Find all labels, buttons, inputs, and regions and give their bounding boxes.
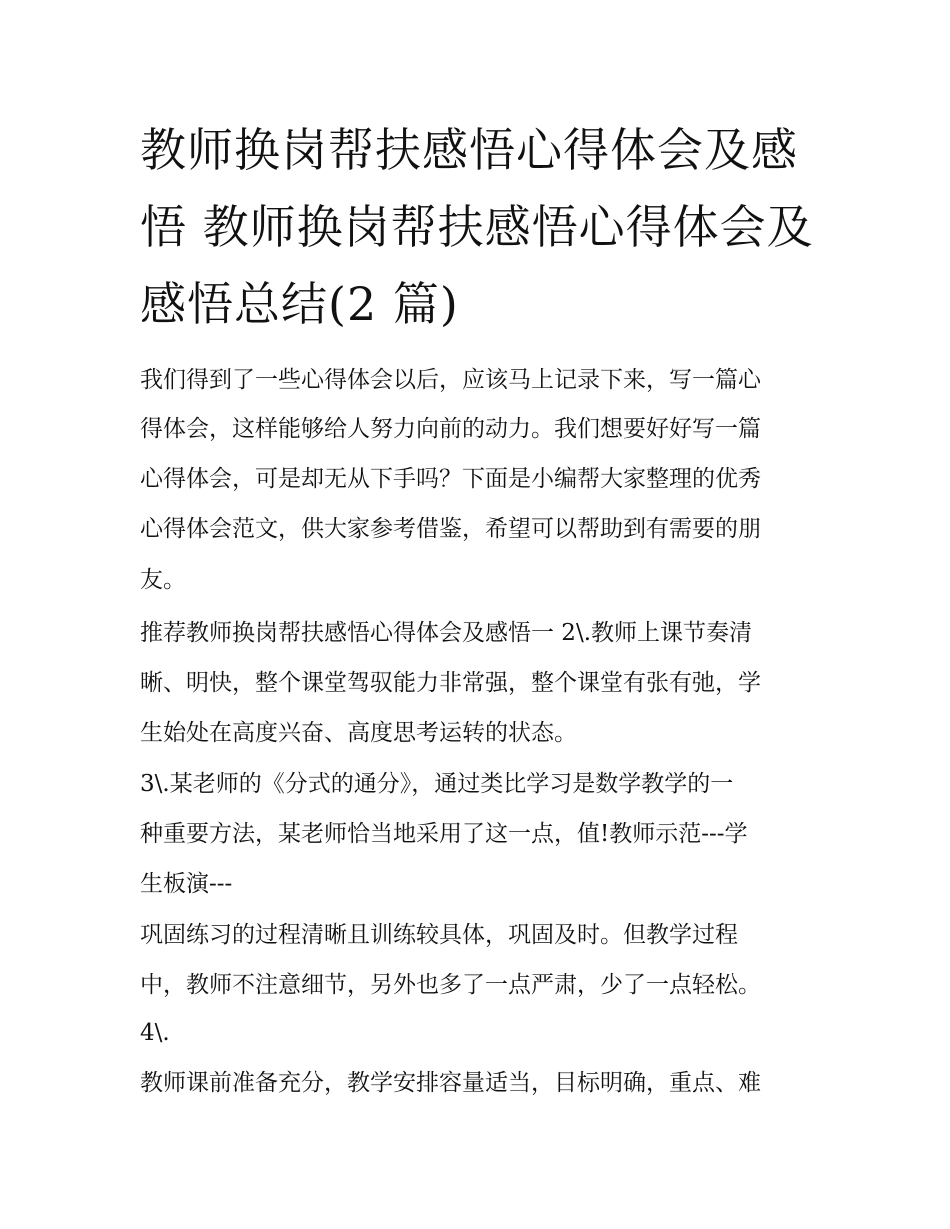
paragraph-line: 种重要方法，某老师恰当地采用了这一点，值!教师示范---学: [140, 821, 748, 847]
paragraph-line: 心得体会，可是却无从下手吗？下面是小编帮大家整理的优秀: [140, 466, 761, 492]
paragraph-line: 中，教师不注意细节，另外也多了一点严肃，少了一点轻松。: [140, 972, 761, 998]
paragraph-line: 我们得到了一些心得体会以后，应该马上记录下来，写一篇心: [140, 367, 761, 393]
paragraph-line: 心得体会范文，供大家参考借鉴，希望可以帮助到有需要的朋: [140, 516, 761, 542]
paragraph-line: 晰、明快，整个课堂驾驭能力非常强，整个课堂有张有弛，学: [140, 670, 761, 696]
paragraph-line: 4\.: [140, 1020, 170, 1046]
paragraph-line: 得体会，这样能够给人努力向前的动力。我们想要好好写一篇: [140, 416, 761, 442]
paragraph-line: 友。: [140, 567, 186, 593]
paragraph-line: 生始处在高度兴奋、高度思考运转的状态。: [140, 720, 577, 746]
document-title: 教师换岗帮扶感悟心得体会及感悟 教师换岗帮扶感悟心得体会及感悟总结(2 篇): [140, 123, 814, 331]
paragraph-line: 生板演---: [140, 871, 233, 897]
paragraph-line: 3\.某老师的《分式的通分》，通过类比学习是数学教学的一: [140, 771, 734, 797]
paragraph-line: 教师课前准备充分，教学安排容量适当，目标明确，重点、难: [140, 1070, 761, 1096]
paragraph-line: 巩固练习的过程清晰且训练较具体，巩固及时。但教学过程: [140, 922, 738, 948]
paragraph-line: 推荐教师换岗帮扶感悟心得体会及感悟一 2\.教师上课节奏清: [140, 620, 753, 646]
